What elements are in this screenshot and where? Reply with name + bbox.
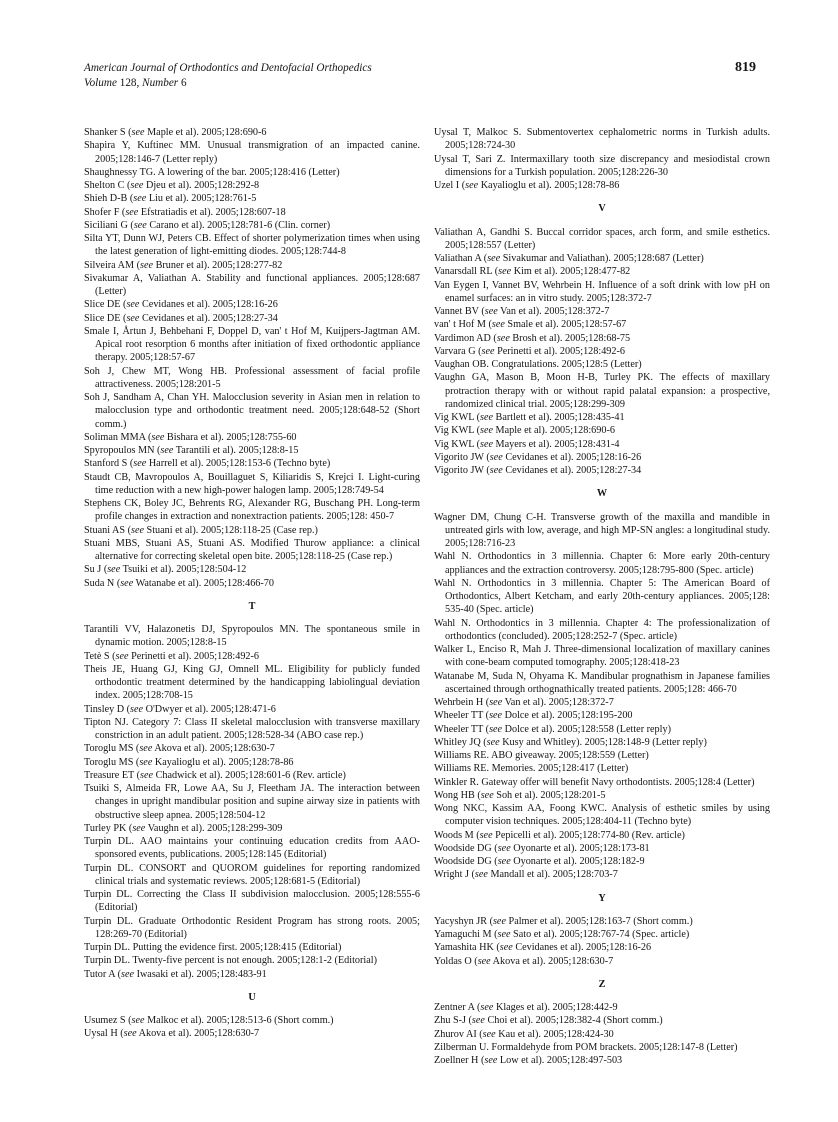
index-entry: Su J (see Tsuiki et al). 2005;128:504-12	[84, 564, 247, 576]
index-column-left	[84, 126, 420, 1067]
index-entry: Stephens CK, Boley JC, Behrents RG, Alexander RG, Buschang PH. Long-term profile changes in extraction and nonextraction patients. 2005;128: 450-7	[84, 498, 420, 523]
index-entry: Zhurov AI (see Kau et al). 2005;128:424-30	[434, 1028, 614, 1040]
index-entry: Vaughan OB. Congratulations. 2005;128:5 (Letter)	[434, 359, 642, 370]
index-entry: Toroglu MS (see Kayalioglu et al). 2005;128:78-86	[84, 756, 294, 768]
index-entry: Shaughnessy TG. A lowering of the bar. 2005;128:416 (Letter)	[84, 166, 340, 178]
index-entry: Slice DE (see Cevidanes et al). 2005;128:16-26	[84, 299, 278, 311]
index-entry: Wagner DM, Chung C-H. Transverse growth of the maxilla and mandible in untreated girls with low, average, and high MP-SN angles: a longitudinal study. 2005;128:716-23	[434, 511, 770, 549]
index-entry: Yamaguchi M (see Sato et al). 2005;128:767-74 (Spec. article)	[434, 929, 690, 940]
index-entry: Woodside DG (see Oyonarte et al). 2005;128:182-9	[434, 856, 645, 867]
index-entry: Wahl N. Orthodontics in 3 millennia. Chapter 6: More early 20th-century appliances and the extraction controversy. 2005;128:795-800 (Spec. article)	[434, 551, 770, 576]
index-entry: Uysal T, Sari Z. Intermaxillary tooth size discrepancy and mesiodistal crown dimensions for a Turkish population. 2005;128:226-30	[434, 153, 770, 178]
page-header	[84, 61, 770, 90]
index-entry: Watanabe M, Suda N, Ohyama K. Mandibular prognathism in Japanese families ascertained through orthognathically treated patients. 2005;128: 466-70	[434, 670, 770, 695]
index-entry: Vannet BV (see Van et al). 2005;128:372-7	[434, 306, 610, 317]
index-entry: Silveira AM (see Bruner et al). 2005;128:277-82	[84, 259, 283, 271]
section-heading-U: U	[248, 991, 256, 1003]
volume-number-line	[84, 76, 770, 91]
index-entry: Turpin DL. Twenty-five percent is not enough. 2005;128:1-2 (Editorial)	[84, 955, 377, 967]
index-entry: Turpin DL. Graduate Orthodontic Resident Program has strong roots. 2005; 128:269-70 (Editorial)	[84, 915, 420, 940]
index-entry: Stanford S (see Harrell et al). 2005;128:153-6 (Techno byte)	[84, 458, 331, 470]
index-entry: Tipton NJ. Category 7: Class II skeletal malocclusion with transverse maxillary constriction in an adult patient. 2005;128:528-34 (ABO case rep.)	[84, 716, 420, 741]
index-entry: Yoldas O (see Akova et al). 2005;128:630-7	[434, 955, 614, 967]
index-entry: Wahl N. Orthodontics in 3 millennia. Chapter 4: The professionalization of orthodontics (concluded). 2005;128:252-7 (Spec. article)	[434, 617, 770, 642]
index-entry: Yamashita HK (see Cevidanes et al). 2005;128:16-26	[434, 942, 652, 954]
index-entry: Vanarsdall RL (see Kim et al). 2005;128:477-82	[434, 266, 631, 278]
index-entry: Wright J (see Mandall et al). 2005;128:703-7	[434, 869, 618, 881]
index-entry: Siciliani G (see Carano et al). 2005;128:781-6 (Clin. corner)	[84, 219, 331, 231]
index-entry: Shanker S (see Maple et al). 2005;128:690-6	[84, 127, 267, 138]
index-entry: Turpin DL. Correcting the Class II subdivision malocclusion. 2005;128:555-6 (Editorial)	[84, 889, 420, 914]
index-entry: Suda N (see Watanabe et al). 2005;128:466-70	[84, 577, 274, 589]
index-entry: Yacyshyn JR (see Palmer et al). 2005;128:163-7 (Short comm.)	[434, 915, 693, 927]
page-number: 819	[735, 60, 756, 75]
index-entry: Wahl N. Orthodontics in 3 millennia. Chapter 5: The American Board of Orthodontics, Albert Ketcham, and early 20th-century appliances. 2005;128: 535-40 (Spec. article)	[434, 577, 770, 616]
volume-label: Volume	[84, 76, 117, 89]
index-entry: Turley PK (see Vaughn et al). 2005;128:299-309	[84, 822, 283, 834]
index-entry: Turpin DL. Putting the evidence first. 2005;128:415 (Editorial)	[84, 942, 342, 953]
section-heading-V: V	[598, 203, 606, 215]
index-entry: Usumez S (see Malkoc et al). 2005;128:513-6 (Short comm.)	[84, 1015, 334, 1026]
index-entry: van' t Hof M (see Smale et al). 2005;128:57-67	[434, 319, 627, 331]
index-entry: Silta YT, Dunn WJ, Peters CB. Effect of shorter polymerization times when using the latest generation of light-emitting diodes. 2005;128:744-8	[84, 233, 420, 258]
index-entry: Sivakumar A, Valiathan A. Stability and functional appliances. 2005;128:687 (Letter)	[84, 272, 420, 297]
index-entry: Zilberman U. Formaldehyde from POM brackets. 2005;128:147-8 (Letter)	[434, 1041, 738, 1053]
index-entry: Shelton C (see Djeu et al). 2005;128:292-8	[84, 180, 260, 191]
index-entry: Shofer F (see Efstratiadis et al). 2005;128:607-18	[84, 206, 286, 218]
index-entry: Williams RE. Memories. 2005;128:417 (Letter)	[434, 763, 629, 775]
section-heading-Z: Z	[598, 978, 606, 990]
index-entry: Walker L, Enciso R, Mah J. Three-dimensional localization of maxillary canines with cone-beam computed tomography. 2005;128:418-23	[434, 644, 770, 669]
index-entry: Vig KWL (see Mayers et al). 2005;128:431-4	[434, 438, 620, 450]
index-entry: Wong HB (see Soh et al). 2005;128:201-5	[434, 789, 606, 801]
index-entry: Turpin DL. AAO maintains your continuing education credits from AAO-sponsored events, publications. 2005;128:145 (Editorial)	[84, 836, 420, 861]
index-entry: Vig KWL (see Maple et al). 2005;128:690-6	[434, 425, 615, 437]
index-entry: Vigorito JW (see Cevidanes et al). 2005;128:16-26	[434, 451, 642, 463]
volume-value: 128,	[119, 76, 140, 89]
index-entry: Wheeler TT (see Dolce et al). 2005;128:195-200	[434, 710, 633, 722]
index-column-right	[434, 126, 770, 1067]
section-heading-Y: Y	[598, 892, 606, 904]
index-entry: Vardimon AD (see Brosh et al). 2005;128:68-75	[434, 332, 631, 344]
index-entry: Shapira Y, Kuftinec MM. Unusual transmigration of an impacted canine. 2005;128:146-7 (Letter reply)	[84, 140, 420, 165]
index-columns	[84, 126, 770, 1067]
index-entry: Tsuiki S, Almeida FR, Lowe AA, Su J, Fleetham JA. The interaction between changes in upright mandibular position and supine airway size in patients with obstructive sleep apnea. 2005;128:504-12	[84, 783, 420, 821]
index-entry: Slice DE (see Cevidanes et al). 2005;128:27-34	[84, 312, 278, 324]
index-entry: Woodside DG (see Oyonarte et al). 2005;128:173-81	[434, 842, 650, 854]
index-entry: Whitley JQ (see Kusy and Whitley). 2005;128:148-9 (Letter reply)	[434, 736, 707, 748]
index-entry: Stuani AS (see Stuani et al). 2005;128:118-25 (Case rep.)	[84, 524, 318, 536]
index-entry: Zentner A (see Klages et al). 2005;128:442-9	[434, 1002, 618, 1013]
index-entry: Wheeler TT (see Dolce et al). 2005;128:558 (Letter reply)	[434, 723, 671, 735]
index-entry: Varvara G (see Perinetti et al). 2005;128:492-6	[434, 345, 625, 357]
index-entry: Uysal H (see Akova et al). 2005;128:630-7	[84, 1028, 260, 1040]
index-entry: Staudt CB, Mavropoulos A, Bouillaguet S, Kiliaridis S, Krejci I. Light-curing time reduction with a new high-power halogen lamp. 2005;128:749-54	[84, 471, 420, 496]
index-entry: Turpin DL. CONSORT and QUOROM guidelines for reporting randomized clinical trials and systematic reviews. 2005;128:681-5 (Editorial)	[84, 862, 420, 887]
index-entry: Zoellner H (see Low et al). 2005;128:497-503	[434, 1055, 623, 1066]
index-entry: Soh J, Sandham A, Chan YH. Malocclusion severity in Asian men in relation to malocclusion type and orthodontic treatment need. 2005;128:648-52 (Short comm.)	[84, 392, 420, 430]
index-entry: Uzel I (see Kayalioglu et al). 2005;128:78-86	[434, 180, 620, 191]
section-heading-W: W	[596, 488, 608, 500]
index-entry: Tetè S (see Perinetti et al). 2005;128:492-6	[84, 650, 259, 662]
index-entry: Wong NKC, Kassim AA, Foong KWC. Analysis of esthetic smiles by using computer vision techniques. 2005;128:404-11 (Techno byte)	[434, 803, 770, 828]
index-entry: Wehrbein H (see Van et al). 2005;128:372-7	[434, 697, 614, 708]
index-entry: Tarantili VV, Halazonetis DJ, Spyropoulos MN. The spontaneous smile in dynamic motion. 2005;128:8-15	[84, 624, 420, 649]
index-entry: Van Eygen I, Vannet BV, Wehrbein H. Influence of a soft drink with low pH on enamel surfaces: an in vitro study. 2005;128:372-7	[434, 279, 770, 304]
number-label: Number	[142, 76, 179, 89]
index-entry: Zhu S-J (see Choi et al). 2005;128:382-4 (Short comm.)	[434, 1015, 663, 1027]
index-entry: Vig KWL (see Bartlett et al). 2005;128:435-41	[434, 412, 625, 423]
index-entry: Tutor A (see Iwasaki et al). 2005;128:483-91	[84, 968, 267, 980]
section-heading-T: T	[248, 600, 256, 612]
index-entry: Stuani MBS, Stuani AS, Stuani AS. Modified Thurow appliance: a clinical alternative for correcting skeletal open bite. 2005;128:118-25 (Case rep.)	[84, 537, 420, 562]
index-entry: Smale I, Årtun J, Behbehani F, Doppel D, van' t Hof M, Kuijpers-Jagtman AM. Apical root resorption 6 months after initiation of fixed orthodontic appliance therapy. 2005;128:57-67	[84, 325, 420, 364]
index-entry: Valiathan A (see Sivakumar and Valiathan). 2005;128:687 (Letter)	[434, 253, 704, 264]
index-entry: Treasure ET (see Chadwick et al). 2005;128:601-6 (Rev. article)	[84, 769, 346, 781]
index-entry: Uysal T, Malkoc S. Submentovertex cephalometric norms in Turkish adults. 2005;128:724-30	[434, 127, 770, 152]
index-entry: Shieh D-B (see Liu et al). 2005;128:761-5	[84, 193, 257, 205]
number-value: 6	[180, 76, 187, 89]
index-entry: Tinsley D (see O'Dwyer et al). 2005;128:471-6	[84, 703, 276, 715]
index-entry: Theis JE, Huang GJ, King GJ, Omnell ML. Eligibility for publicly funded orthodontic treatment determined by the handicapping labiolingual deviation index. 2005;128:708-15	[84, 663, 420, 702]
index-entry: Toroglu MS (see Akova et al). 2005;128:630-7	[84, 743, 275, 755]
index-entry: Woods M (see Pepicelli et al). 2005;128:774-80 (Rev. article)	[434, 829, 685, 841]
index-entry: Vaughn GA, Mason B, Moon H-B, Turley PK. The effects of maxillary protraction therapy with or without rapid palatal expansion: a prospective, randomized clinical trial. 2005;128:299-309	[434, 372, 770, 410]
index-entry: Valiathan A, Gandhi S. Buccal corridor spaces, arch form, and smile esthetics. 2005;128:557 (Letter)	[434, 226, 770, 251]
index-entry: Soh J, Chew MT, Wong HB. Professional assessment of facial profile attractiveness. 2005;128:201-5	[84, 365, 420, 390]
index-entry: Williams RE. ABO giveaway. 2005;128:559 (Letter)	[434, 750, 649, 761]
index-entry: Vigorito JW (see Cevidanes et al). 2005;128:27-34	[434, 465, 642, 476]
index-entry: Soliman MMA (see Bishara et al). 2005;128:755-60	[84, 431, 297, 443]
index-entry: Winkler R. Gateway offer will benefit Navy orthodontists. 2005;128:4 (Letter)	[434, 776, 755, 788]
journal-title: American Journal of Orthodontics and Dentofacial Orthopedics	[84, 62, 372, 74]
index-entry: Spyropoulos MN (see Tarantili et al). 2005;128:8-15	[84, 445, 299, 456]
